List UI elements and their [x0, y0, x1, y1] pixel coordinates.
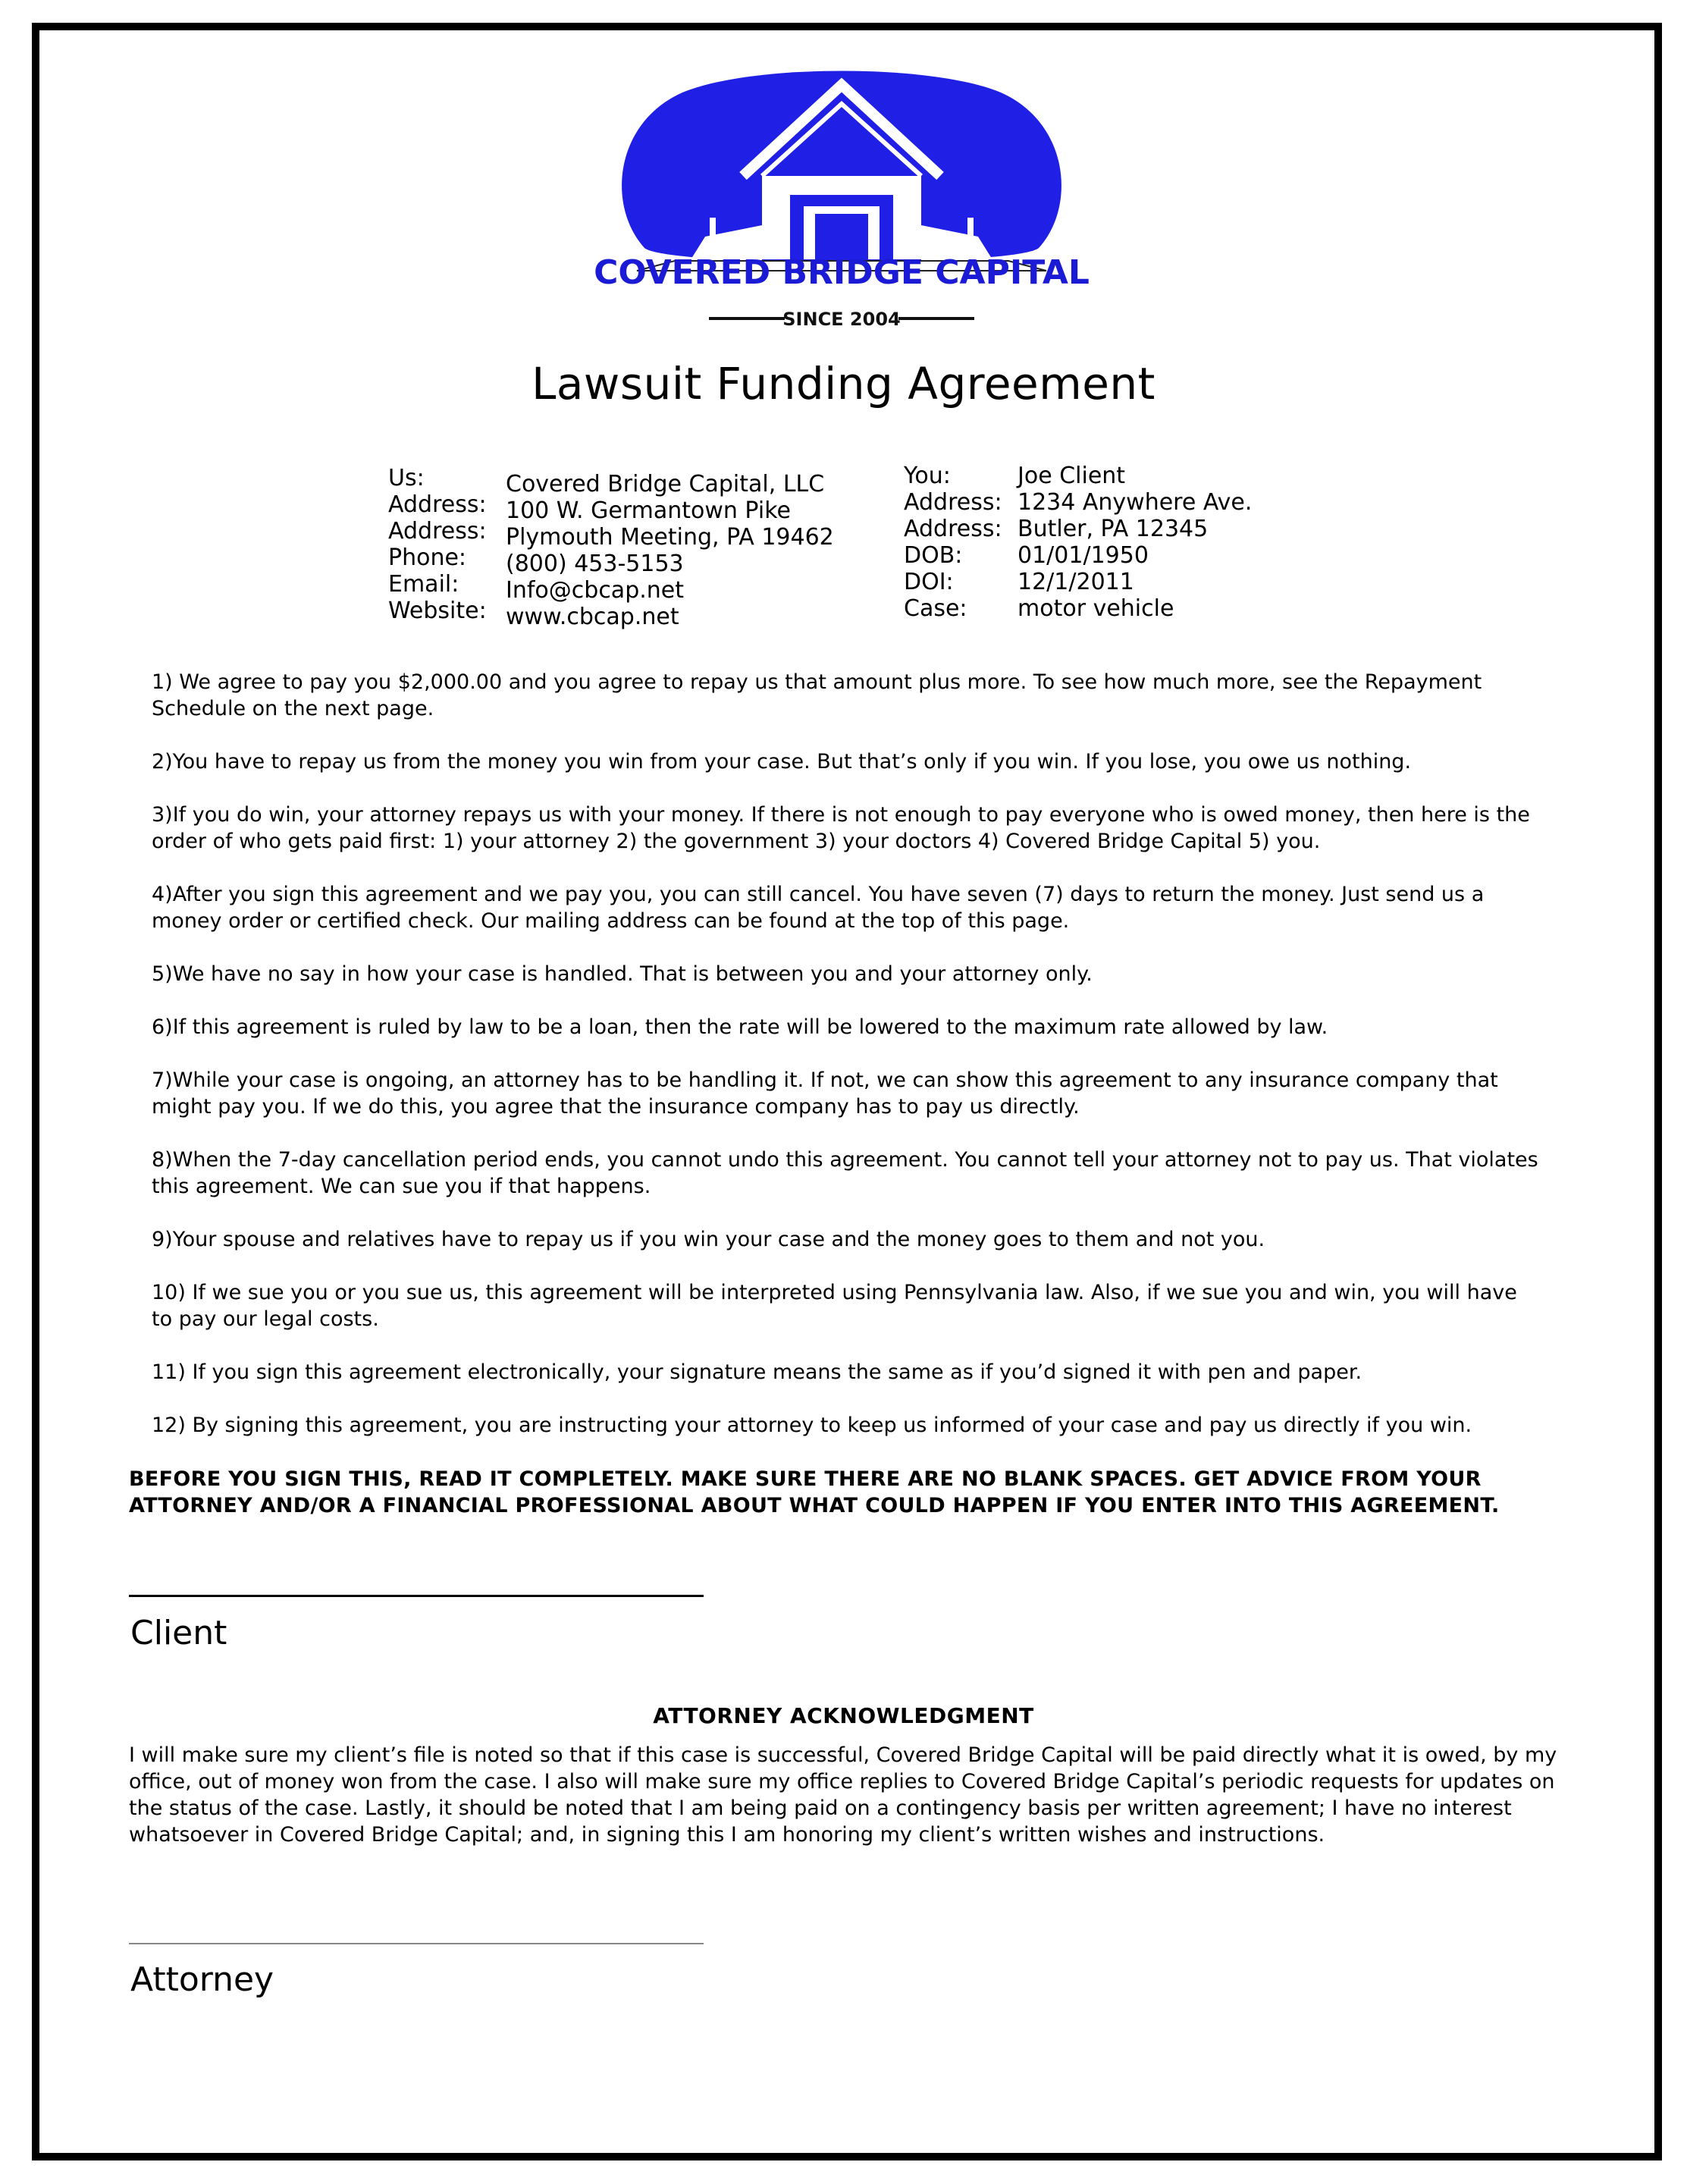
funder-address-line1: 100 W. Germantown Pike [506, 497, 791, 524]
client-case-type: motor vehicle [1018, 595, 1174, 622]
funder-name: Covered Bridge Capital, LLC [506, 471, 825, 497]
since-label: SINCE 2004 [782, 309, 901, 330]
info-label: Case: [904, 595, 967, 622]
acknowledgment-body: I will make sure my client’s file is noted so that if this case is successful, Covered Bridge Capital will be paid directly what it is owed, by my office, out of money won from the case. I also will make sure my office replies to Covered Bridge Capital’s periodic requests for updates on the status of the case. Lastly, it should be noted that I am being paid on a contingency basis per written agreement; I have no interest whatsoever in Covered Bridge Capital; and, in signing this I am honoring my client’s written wishes and instructions. [129, 1743, 1557, 1847]
term-item: 11) If you sign this agreement electronically, your signature means the same as if you’d signed it with pen and paper. [152, 1360, 1362, 1384]
term-item: 7)While your case is ongoing, an attorney has to be handling it. If not, we can show this agreement to any insurance company that might pay you. If we do this, you agree that the insurance company has to pay us directly. [152, 1068, 1498, 1119]
acknowledgment-heading: ATTORNEY ACKNOWLEDGMENT [653, 1703, 1034, 1728]
info-label: DOB: [904, 542, 963, 569]
term-item: 12) By signing this agreement, you are instructing your attorney to keep us informed of your case and pay us directly if you win. [152, 1414, 1472, 1437]
company-name: COVERED BRIDGE CAPITAL [594, 253, 1090, 292]
client-address-line1: 1234 Anywhere Ave. [1018, 489, 1253, 516]
client-info-block [904, 463, 1252, 622]
funder-address-line2: Plymouth Meeting, PA 19462 [506, 524, 834, 551]
client-signature-label: Client [130, 1614, 227, 1652]
funder-info-block [388, 465, 834, 630]
funder-website: www.cbcap.net [506, 604, 679, 630]
term-item: 4)After you sign this agreement and we pay you, you can still cancel. You have seven (7) days to return the money. Just send us a money order or certified check. Our mailing address can be found at the top of this page. [152, 883, 1485, 933]
page-title: Lawsuit Funding Agreement [531, 358, 1156, 410]
info-label: Address: [904, 516, 1002, 542]
term-item: 3)If you do win, your attorney repays us with your money. If there is not enough to pay everyone who is owed money, then here is the order of who gets paid first: 1) your attorney 2) the government 3) your doctors 4) Covered Bridge Capital 5) you. [152, 803, 1530, 853]
term-item: 9)Your spouse and relatives have to repay us if you win your case and the money goes to them and not you. [152, 1228, 1265, 1251]
info-label: Us: [388, 465, 425, 491]
company-logo [591, 62, 1092, 335]
info-label: DOI: [904, 569, 954, 595]
client-doi: 12/1/2011 [1018, 569, 1134, 595]
term-item: 1) We agree to pay you $2,000.00 and you agree to repay us that amount plus more. To see how much more, see the Repayment Schedule on the next page. [152, 670, 1482, 720]
client-address-line2: Butler, PA 12345 [1018, 516, 1209, 542]
info-label: Address: [388, 491, 487, 518]
attorney-signature-label: Attorney [130, 1960, 274, 1999]
term-item: 10) If we sue you or you sue us, this agreement will be interpreted using Pennsylvania law. Also, if we sue you and win, you will have to pay our legal costs. [152, 1281, 1517, 1331]
funder-phone: (800) 453-5153 [506, 551, 684, 577]
info-label: Address: [904, 489, 1002, 516]
term-item: 8)When the 7-day cancellation period ends, you cannot undo this agreement. You cannot tell your attorney not to pay us. That violates this agreement. We can sue you if that happens. [152, 1148, 1538, 1198]
term-item: 2)You have to repay us from the money you win from your case. But that’s only if you win. If you lose, you owe us nothing. [152, 750, 1412, 774]
terms-list [152, 669, 1539, 1465]
client-name: Joe Client [1018, 463, 1126, 489]
term-item: 5)We have no say in how your case is handled. That is between you and your attorney only. [152, 962, 1093, 986]
info-label: Website: [388, 598, 487, 624]
info-label: Phone: [388, 544, 467, 571]
warning-notice: BEFORE YOU SIGN THIS, READ IT COMPLETELY. MAKE SURE THERE ARE NO BLANK SPACES. GET ADVICE FROM YOUR ATTORNEY AND/OR A FINANCIAL PROFESSIONAL ABOUT WHAT COULD HAPPEN IF YOU ENTER INTO THIS AGREEMENT. [129, 1467, 1500, 1517]
info-label: You: [904, 463, 951, 489]
term-item: 6)If this agreement is ruled by law to be a loan, then the rate will be lowered to the maximum rate allowed by law. [152, 1015, 1328, 1039]
attorney-signature-line[interactable] [129, 1943, 704, 1944]
info-label: Address: [388, 518, 487, 544]
client-dob: 01/01/1950 [1018, 542, 1149, 569]
client-signature-line[interactable] [129, 1595, 704, 1597]
covered-bridge-icon [591, 62, 1092, 335]
info-label: Email: [388, 571, 459, 598]
funder-email: Info@cbcap.net [506, 577, 685, 604]
